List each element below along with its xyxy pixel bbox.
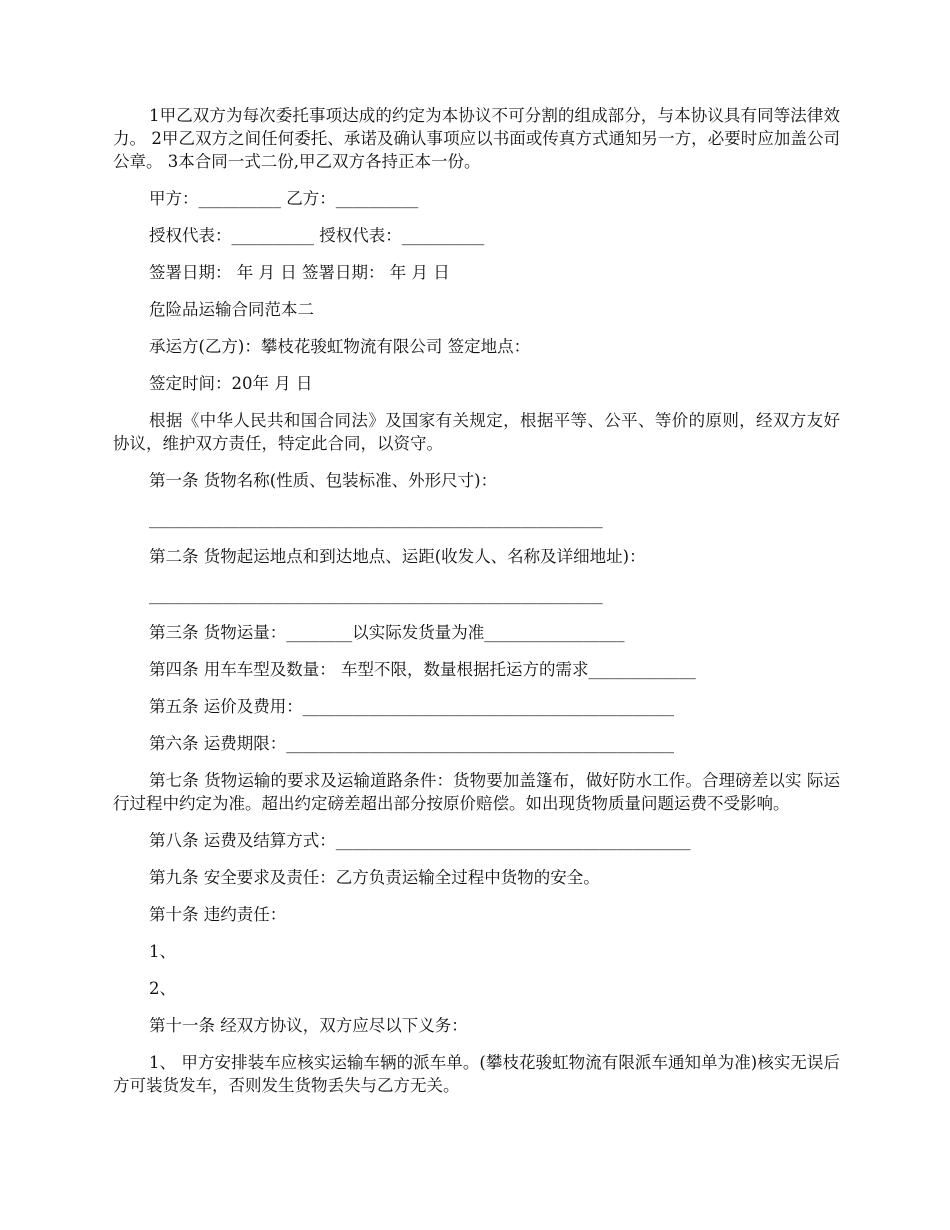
document-page (113, 104, 840, 1097)
article-1-blank: _______________________________________________________ (149, 509, 603, 528)
article-10: 第十条 违约责任： (149, 905, 287, 924)
article-11-item-1: 1、 甲方安排装车应核实运输车辆的派车单。(攀枝花骏虹物流有限派车通知单为准)核实无误后方可装货发车，否则发生货物丢失与乙方无关。 (113, 1053, 840, 1095)
article-8: 第八条 运费及结算方式：___________________________________________ (149, 831, 691, 850)
article-3: 第三条 货物运量：________以实际发货量为准_________________ (149, 623, 625, 642)
article-2-blank: _______________________________________________________ (149, 585, 603, 604)
article-11: 第十一条 经双方协议，双方应尽以下义务： (149, 1016, 468, 1035)
signing-date-line: 签署日期： 年 月 日 签署日期： 年 月 日 (149, 263, 450, 282)
article-2: 第二条 货物起运地点和到达地点、运距(收发人、名称及详细地址)： (149, 547, 646, 566)
signing-time-line: 签定时间：20年 月 日 (149, 374, 313, 393)
article-10-item-2: 2、 (149, 979, 176, 998)
representative-signature-line: 授权代表：__________ 授权代表：__________ (149, 226, 485, 245)
article-4: 第四条 用车车型及数量： 车型不限，数量根据托运方的需求_____________ (149, 660, 696, 679)
article-6: 第六条 运费期限：_______________________________________________ (149, 734, 674, 753)
article-10-item-1: 1、 (149, 942, 176, 961)
contract-subtitle: 危险品运输合同范本二 (149, 300, 314, 319)
paragraph-preamble: 根据《中华人民共和国合同法》及国家有关规定，根据平等、公平、等价的原则，经双方友好协议，维护双方责任，特定此合同，以资守。 (113, 411, 840, 453)
party-signature-line: 甲方：__________ 乙方：__________ (149, 189, 419, 208)
paragraph-agreement-terms: 1甲乙双方为每次委托事项达成的约定为本协议不可分割的组成部分，与本协议具有同等法律效力。 2甲乙双方之间任何委托、承诺及确认事项应以书面或传真方式通知另一方，必要时应加盖公司公章。 3本合同一式二份,甲乙双方各持正本一份。 (113, 106, 840, 171)
article-1: 第一条 货物名称(性质、包装标准、外形尺寸)： (149, 471, 498, 490)
article-5: 第五条 运价及费用：_____________________________________________ (149, 697, 674, 716)
article-9: 第九条 安全要求及责任：乙方负责运输全过程中货物的安全。 (149, 868, 600, 887)
carrier-line: 承运方(乙方)：攀枝花骏虹物流有限公司 签定地点： (149, 337, 531, 356)
article-7: 第七条 货物运输的要求及运输道路条件：货物要加盖篷布，做好防水工作。合理磅差以实 际运行过程中约定为准。超出约定磅差超出部分按原价赔偿。如出现货物质量问题运费不受影响。 (113, 771, 840, 813)
